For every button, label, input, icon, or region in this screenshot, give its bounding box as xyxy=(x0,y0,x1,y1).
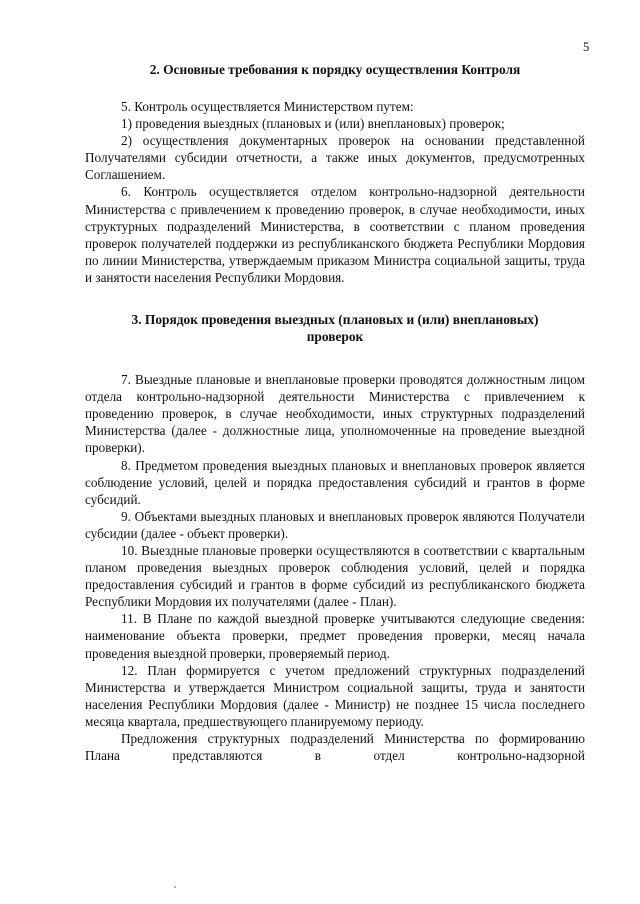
document-body xyxy=(85,57,585,764)
paragraph-5-item-1: 1) проведения выездных (плановых и (или) внеплановых) проверок; xyxy=(121,116,505,132)
section-3-heading-line-1: 3. Порядок проведения выездных (плановых и (или) внеплановых) xyxy=(131,312,539,328)
section-3-heading-line-2: проверок xyxy=(306,329,364,345)
paragraph-7: 7. Выездные плановые и внеплановые проверки проводятся должностным лицом отдела контрольно-надзорной деятельности Министерства с привлечением к проведению проверок, в случае необходимости, иных структурных подразделений Министерства (далее - должностные лица, уполномоченные на проведение выездной проверки). xyxy=(85,372,585,456)
paragraph-5: 5. Контроль осуществляется Министерством путем: xyxy=(121,99,414,114)
section-3-heading xyxy=(85,311,585,345)
section-2-heading: 2. Основные требования к порядку осуществления Контроля xyxy=(149,62,521,77)
paragraph-5-item-2: 2) осуществления документарных проверок на основании представленной Получателями субсидии отчетности, а также иных документов, предусмотренных Соглашением. xyxy=(85,133,585,183)
paragraph-6: 6. Контроль осуществляется отделом контрольно-надзорной деятельности Министерства с привлечением к проведению проверок, в случае необходимости, иных структурных подразделений Министерства, в соответствии с планом проведения проверок получателей поддержки из республиканского бюджета Республики Мордовия по линии Министерства, утверждаемым приказом Министра социальной защиты, труда и занятости населения Республики Мордовия. xyxy=(85,184,585,285)
paragraph-9: 9. Объектами выездных плановых и внеплановых проверок являются Получатели субсидии (далее - объект проверки). xyxy=(85,508,585,541)
paragraph-11: 11. В Плане по каждой выездной проверке учитываются следующие сведения: наименование объекта проверки, предмет проведения проверки, месяц начала проведения выездной проверки, проверяемый период. xyxy=(85,611,585,661)
paragraph-12-continued: Предложения структурных подразделений Министерства по формированию Плана представляются в отдел контрольно-надзорной xyxy=(85,731,585,764)
paragraph-10: 10. Выездные плановые проверки осуществляются в соответствии с квартальным планом проведения выездных проверок соблюдения условий, целей и порядка предоставления субсидий и грантов в форме субсидий из республиканского бюджета Республики Мордовия их получателями (далее - План). xyxy=(85,542,585,610)
paragraph-8: 8. Предметом проведения выездных плановых и внеплановых проверок является соблюдение условий, целей и порядка предоставления субсидий и грантов в форме субсидий. xyxy=(85,457,585,507)
page-number: 5 xyxy=(583,40,590,54)
paragraph-12: 12. План формируется с учетом предложений структурных подразделений Министерства и утверждается Министром социальной защиты, труда и занятости населения Республики Мордовия (далее - Министр) не позднее 15 числа последнего месяца квартала, предшествующего планируемому периоду. xyxy=(85,662,585,729)
scan-speck xyxy=(174,886,176,888)
